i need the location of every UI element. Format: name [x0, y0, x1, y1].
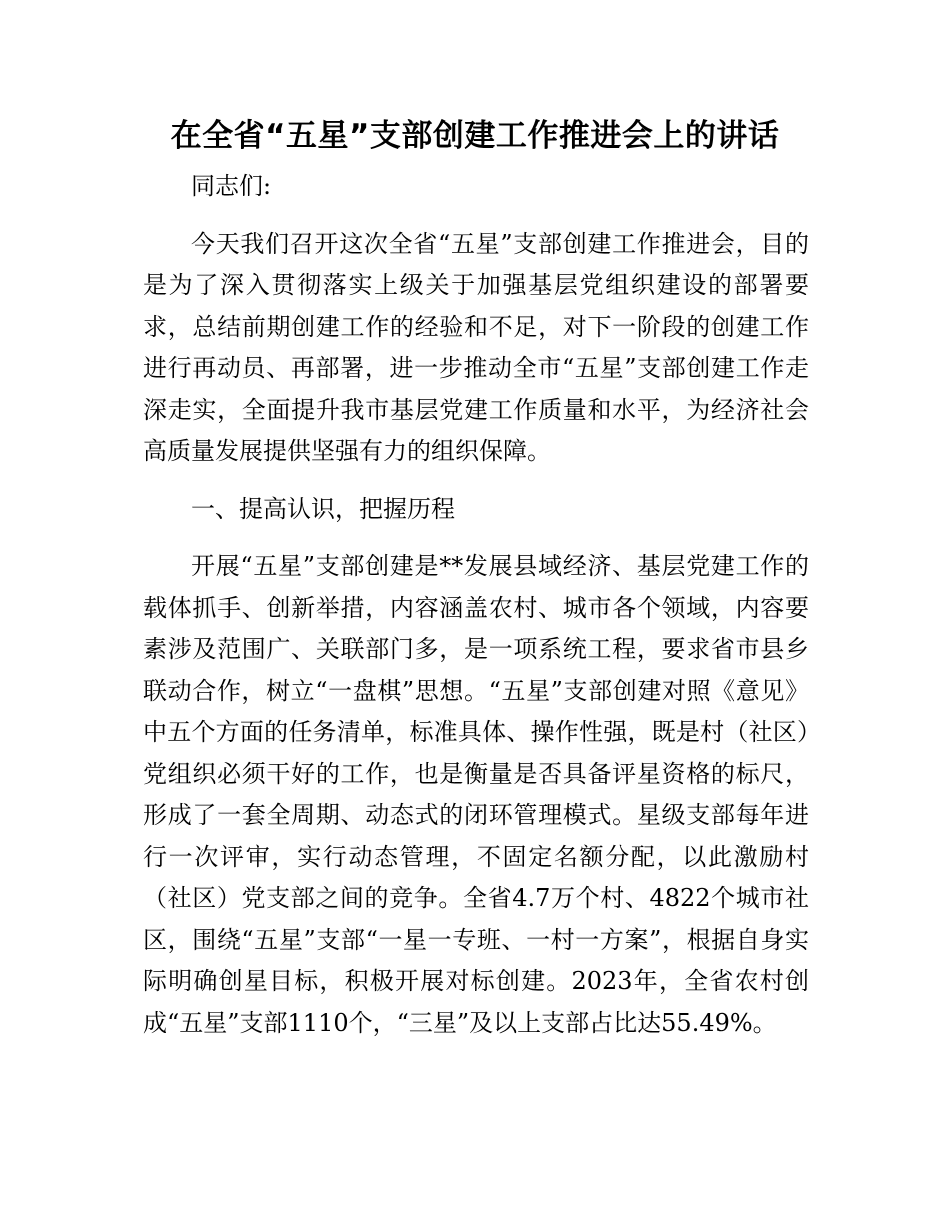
section-heading-1: 一、提高认识，把握历程: [191, 494, 455, 523]
document-body: [143, 166, 809, 1044]
paragraph-intro: 今天我们召开这次全省“五星”支部创建工作推进会，目的是为了深入贯彻落实上级关于加强基层党组织建设的部署要求，总结前期创建工作的经验和不足，对下一阶段的创建工作进行再动员、再部署，进一步推动全市“五星”支部创建工作走深走实，全面提升我市基层党建工作质量和水平，为经济社会高质量发展提供坚强有力的组织保障。: [143, 229, 809, 465]
paragraph-section-1: 开展“五星”支部创建是**发展县域经济、基层党建工作的载体抓手、创新举措，内容涵盖农村、城市各个领域，内容要素涉及范围广、关联部门多，是一项系统工程，要求省市县乡联动合作，树立“一盘棋”思想。“五星”支部创建对照《意见》中五个方面的任务清单，标准具体、操作性强，既是村（社区）党组织必须干好的工作，也是衡量是否具备评星资格的标尺，形成了一套全周期、动态式的闭环管理模式。星级支部每年进行一次评审，实行动态管理，不固定名额分配，以此激励村（社区）党支部之间的竞争。全省4.7万个村、4822个城市社区，围绕“五星”支部“一星一专班、一村一方案”，根据自身实际明确创星目标，积极开展对标创建。2023年，全省农村创成“五星”支部1110个，“三星”及以上支部占比达55.49%。: [143, 552, 809, 1037]
greeting: 同志们:: [191, 172, 272, 200]
document-title: 在全省“五星”支部创建工作推进会上的讲话: [170, 118, 780, 154]
